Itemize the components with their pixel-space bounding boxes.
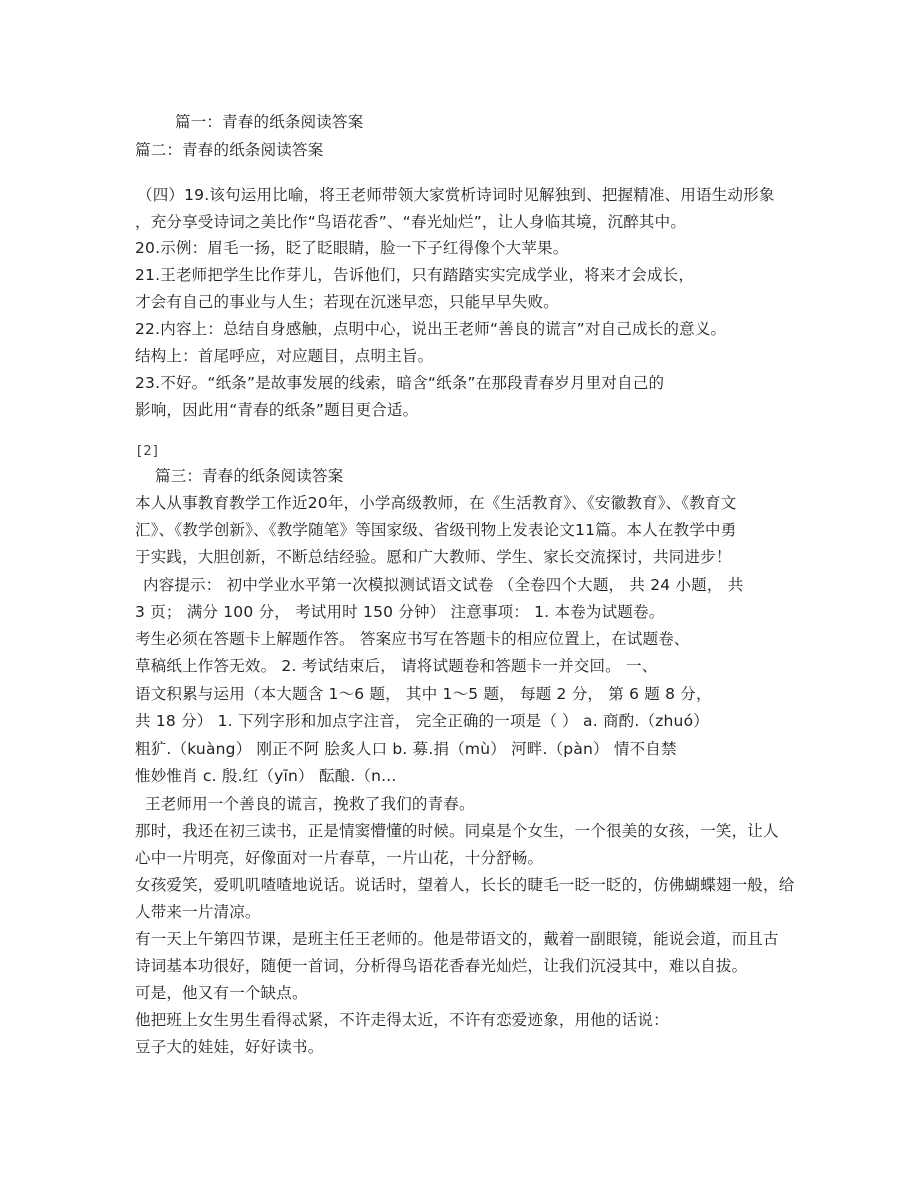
answer-19-line-2: ，充分享受诗词之美比作“鸟语花香”、“春光灿烂”，让人身临其境，沉醉其中。	[135, 213, 687, 231]
author-bio-line-3: 于实践，大胆创新，不断总结经验。愿和广大教师、学生、家长交流探讨，共同进步！	[135, 548, 732, 566]
content-preview-line-5: 语文积累与运用（本大题含 1～6 题， 其中 1～5 题， 每题 2 分， 第 6 题 8 分，	[135, 685, 712, 703]
story-paragraph-1: 王老师用一个善良的谎言，挽救了我们的青春。	[145, 795, 475, 813]
story-paragraph-5: 可是，他又有一个缺点。	[135, 984, 308, 1002]
content-preview-line-2: 3 页； 满分 100 分， 考试用时 150 分钟） 注意事项： 1. 本卷为试题卷。	[135, 603, 665, 621]
heading-part-three: 篇三：青春的纸条阅读答案	[155, 467, 344, 485]
story-paragraph-7: 豆子大的娃娃，好好读书。	[135, 1038, 324, 1056]
heading-part-one: 篇一：青春的纸条阅读答案	[175, 113, 364, 131]
answer-20: 20.示例：眉毛一扬，眨了眨眼睛，脸一下子红得像个大苹果。	[135, 239, 569, 257]
story-paragraph-6: 他把班上女生男生看得忒紧，不许走得太近，不许有恋爱迹象，用他的话说：	[135, 1011, 669, 1029]
content-preview-line-3: 考生必须在答题卡上解题作答。 答案应书写在答题卡的相应位置上，在试题卷、	[135, 630, 690, 648]
answer-23-line-2: 影响，因此用“青春的纸条”题目更合适。	[135, 401, 419, 419]
content-preview-line-6: 共 18 分） 1. 下列字形和加点字注音， 完全正确的一项是（ ） a. 商酌.（zhuó）	[135, 712, 709, 730]
story-paragraph-3-line-2: 人带来一片清凉。	[135, 903, 261, 921]
answer-22-line-1: 22.内容上：总结自身感触，点明中心，说出王老师“善良的谎言”对自己成长的意义。	[135, 320, 727, 338]
content-preview-line-1: 内容提示： 初中学业水平第一次模拟测试语文试卷 （全卷四个大题， 共 24 小题， 共	[143, 576, 744, 594]
story-paragraph-4-line-1: 有一天上午第四节课，是班主任王老师的。他是带语文的，戴着一副眼镜，能说会道，而且古	[135, 930, 779, 948]
heading-part-two: 篇二：青春的纸条阅读答案	[135, 141, 324, 159]
answer-19-line-1: （四）19.该句运用比喻，将王老师带领大家赏析诗词时见解独到、把握精准、用语生动形象	[137, 186, 775, 204]
answer-21-line-1: 21.王老师把学生比作芽儿，告诉他们，只有踏踏实实完成学业，将来才会成长，	[135, 266, 695, 284]
answer-21-line-2: 才会有自己的事业与人生；若现在沉迷早恋，只能早早失败。	[135, 293, 559, 311]
story-paragraph-2-line-2: 心中一片明亮，好像面对一片春草，一片山花，十分舒畅。	[135, 849, 544, 867]
story-paragraph-4-line-2: 诗词基本功很好，随便一首词，分析得鸟语花香春光灿烂，让我们沉浸其中，难以自拔。	[135, 957, 748, 975]
section-marker: [2]	[135, 443, 160, 459]
content-preview-line-4: 草稿纸上作答无效。 2. 考试结束后， 请将试题卷和答题卡一并交回。 一、	[135, 657, 658, 675]
answer-23-line-1: 23.不好。“纸条”是故事发展的线索，暗含“纸条”在那段青春岁月里对自己的	[135, 374, 665, 392]
story-paragraph-2-line-1: 那时，我还在初三读书，正是情窦懵懂的时候。同桌是个女生，一个很美的女孩，一笑，让人	[135, 822, 779, 840]
author-bio-line-2: 汇》、《教学创新》、《教学随笔》等国家级、省级刊物上发表论文11篇。本人在教学中勇	[135, 521, 737, 539]
author-bio-line-1: 本人从事教育教学工作近20年，小学高级教师，在《生活教育》、《安徽教育》、《教育文	[135, 494, 737, 512]
answer-22-line-2: 结构上：首尾呼应，对应题目，点明主旨。	[135, 347, 434, 365]
story-paragraph-3-line-1: 女孩爱笑，爱叽叽喳喳地说话。说话时，望着人，长长的睫毛一眨一眨的，仿佛蝴蝶翅一般，给	[135, 876, 795, 894]
content-preview-line-7: 粗犷.（kuàng） 刚正不阿 脍炙人口 b. 募.捐（mù） 河畔.（pàn） 情不自禁	[135, 740, 677, 758]
content-preview-line-8: 惟妙惟肖 c. 殷.红（yīn） 酝酿.（n...	[135, 767, 397, 785]
